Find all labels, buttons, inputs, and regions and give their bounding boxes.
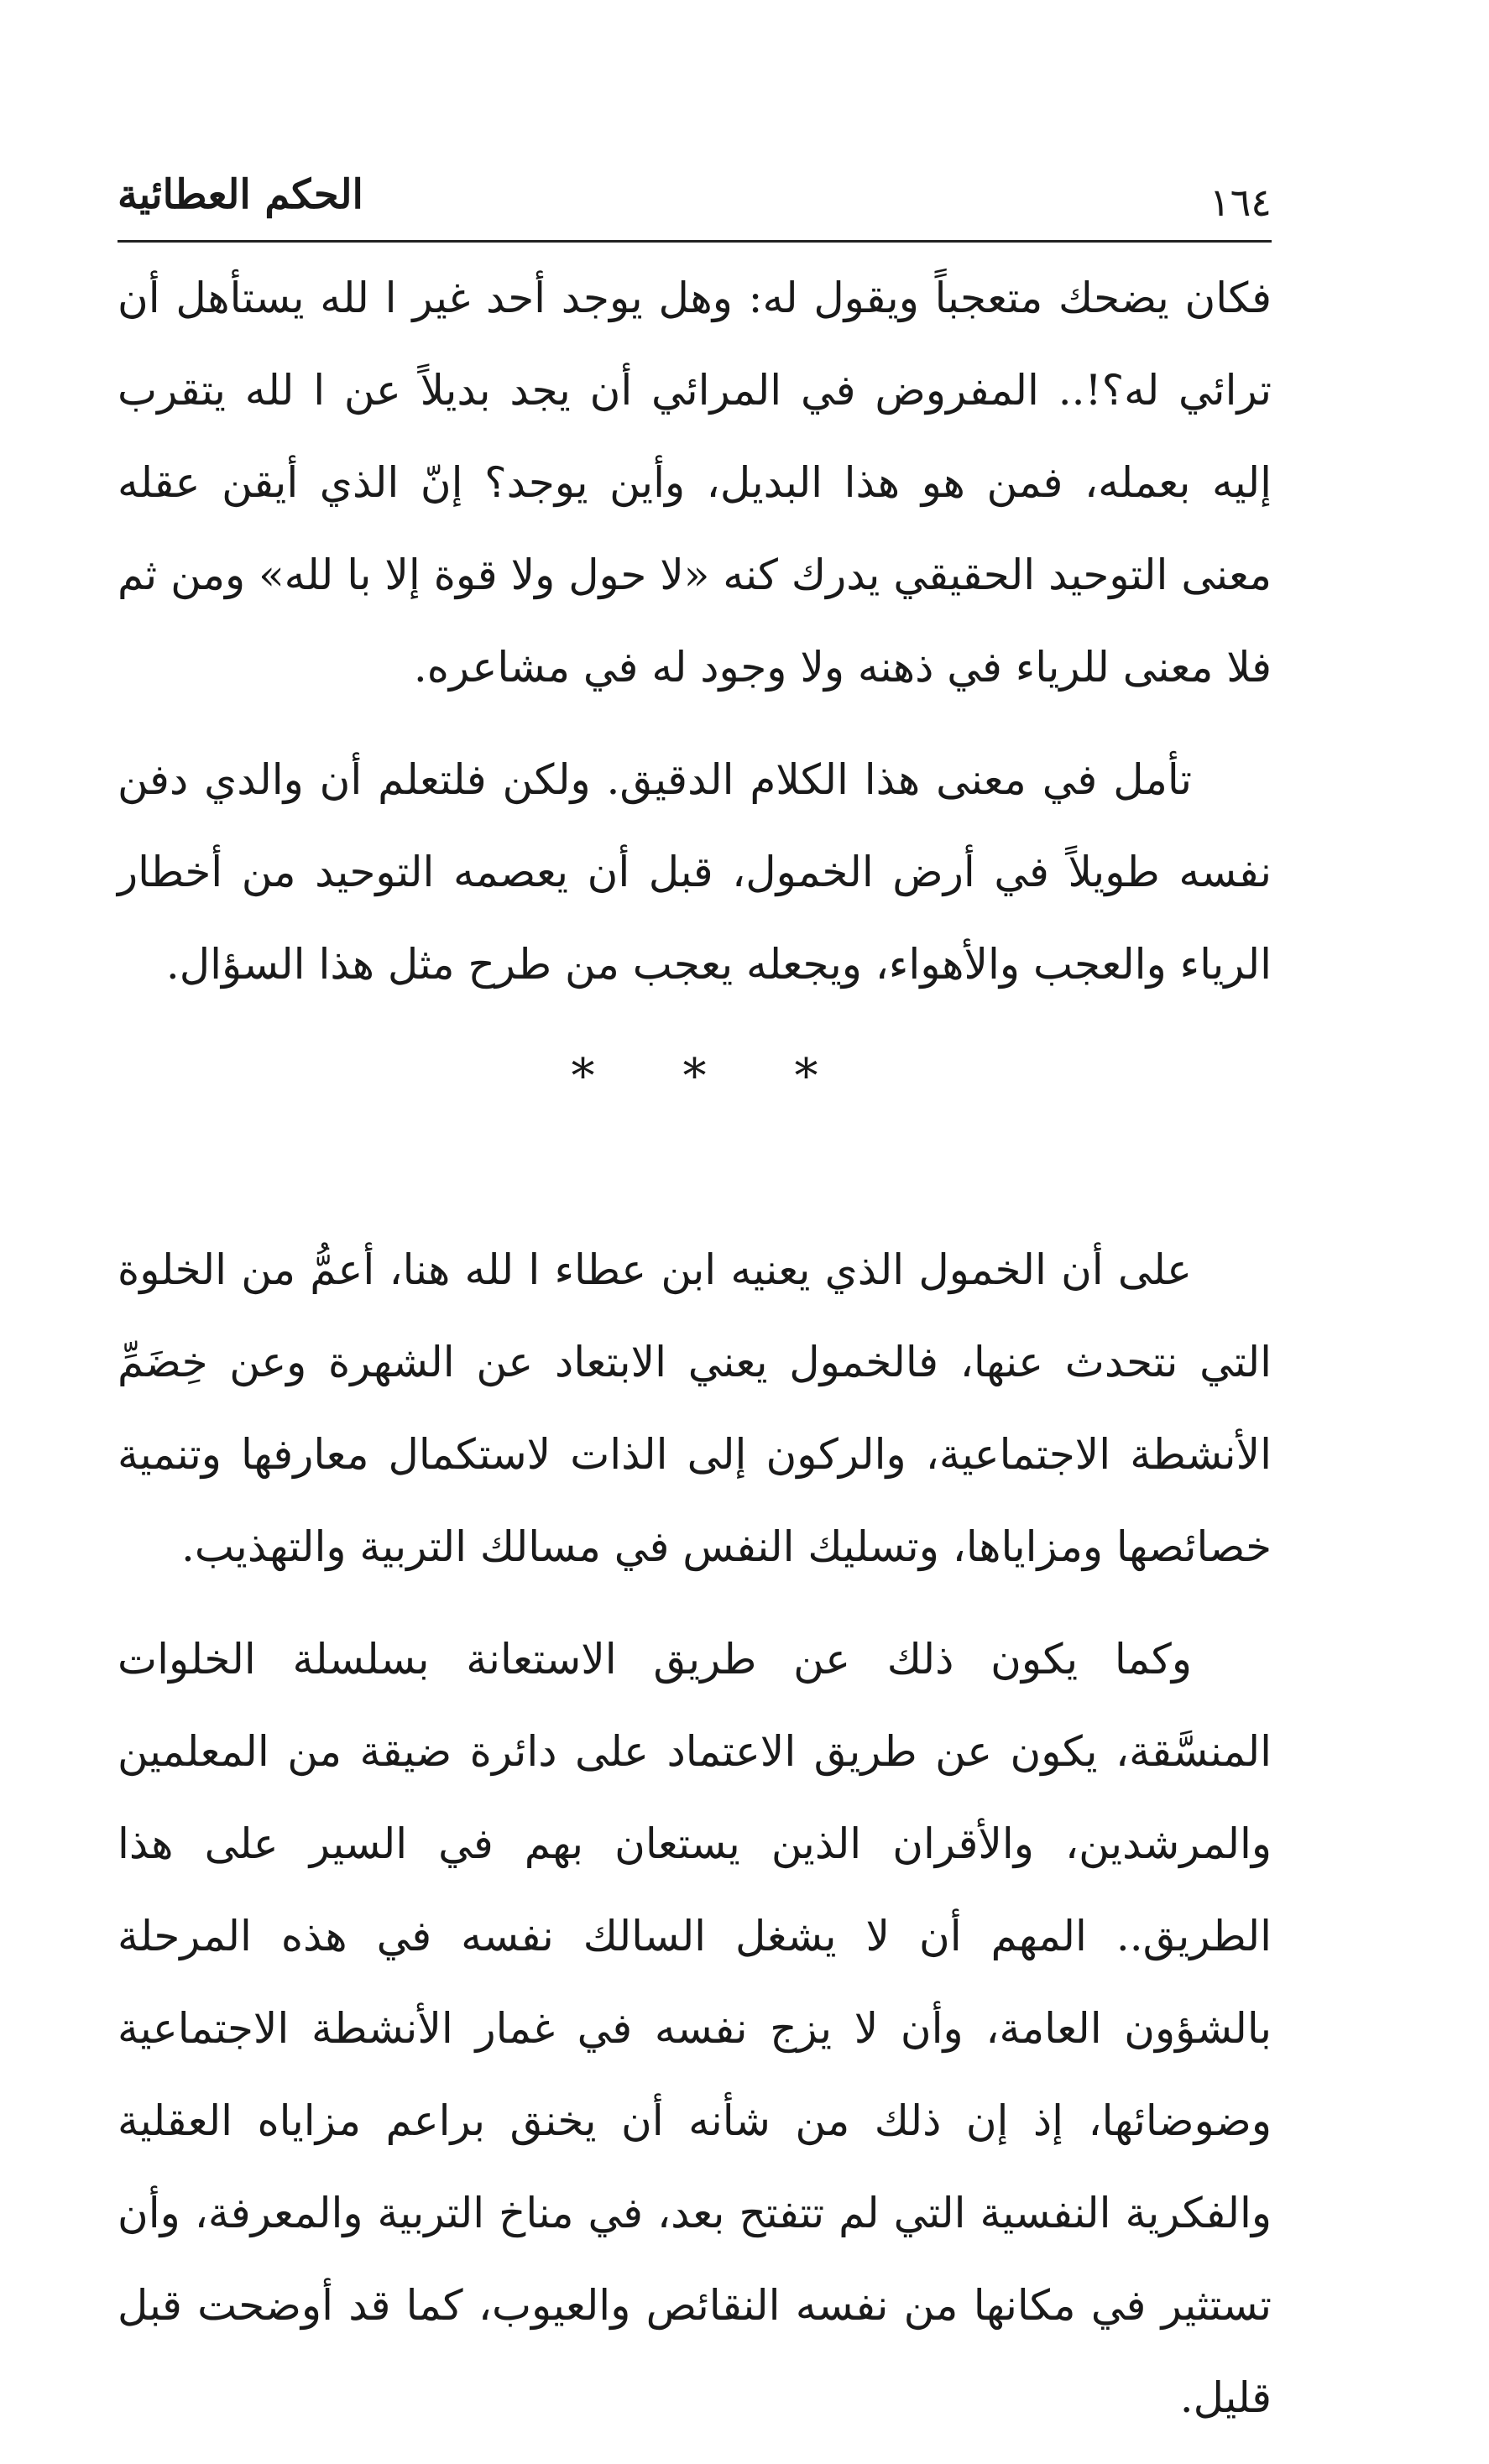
paragraph: فكان يضحك متعجباً ويقول له: وهل يوجد أحد غير ا لله يستأهل أن ترائي له؟!.. المفروض في المرائي أن يجد بديلاً عن ا لله يتقرب إليه بعمله، فمن هو هذا البديل، وأين يوجد؟ إنّ الذي أيقن عقله معنى التوحيد الحقيقي يدرك كنه «لا حول ولا قوة إلا با لله» ومن ثم فلا معنى للرياء في ذهنه ولا وجود له في مشاعره. bbox=[118, 274, 1272, 692]
running-title: الحكم العطائية bbox=[118, 171, 363, 218]
asterisk-ornament: * bbox=[794, 1049, 818, 1104]
running-head bbox=[118, 168, 1272, 235]
paragraph: تأمل في معنى هذا الكلام الدقيق. ولكن فلتعلم أن والدي دفن نفسه طويلاً في أرض الخمول، قبل أن يعصمه التوحيد من أخطار الرياء والعجب والأهواء، ويجعله يعجب من طرح مثل هذا السؤال. bbox=[118, 755, 1272, 989]
page-number: ١٦٤ bbox=[1209, 180, 1272, 225]
header-rule bbox=[118, 240, 1272, 243]
paragraph: وكما يكون ذلك عن طريق الاستعانة بسلسلة الخلوات المنسَّقة، يكون عن طريق الاعتماد على دائرة ضيقة من المعلمين والمرشدين، والأقران الذين يستعان بهم في السير على هذا الطريق.. المهم أن لا يشغل السالك نفسه في هذه المرحلة بالشؤون العامة، وأن لا يزج نفسه في غمار الأنشطة الاجتماعية وضوضائها، إذ إن ذلك من شأنه أن يخنق براعم مزاياه العقلية والفكرية النفسية التي لم تتفتح بعد، في مناخ التربية والمعرفة، وأن تستثير في مكانها من نفسه النقائص والعيوب، كما قد أوضحت قبل قليل. bbox=[118, 1635, 1272, 2422]
asterisk-ornament: * bbox=[571, 1049, 595, 1104]
paragraph: على أن الخمول الذي يعنيه ابن عطاء ا لله هنا، أعمُّ من الخلوة التي نتحدث عنها، فالخمول يعني الابتعاد عن الشهرة وعن خِضَمِّ الأنشطة الاجتماعية، والركون إلى الذات لاستكمال معارفها وتنمية خصائصها ومزاياها، وتسليك النفس في مسالك التربية والتهذيب. bbox=[118, 1245, 1272, 1571]
asterisk-ornament: * bbox=[682, 1049, 707, 1104]
section-separator bbox=[118, 1031, 1272, 1123]
body-text bbox=[118, 252, 1272, 2464]
